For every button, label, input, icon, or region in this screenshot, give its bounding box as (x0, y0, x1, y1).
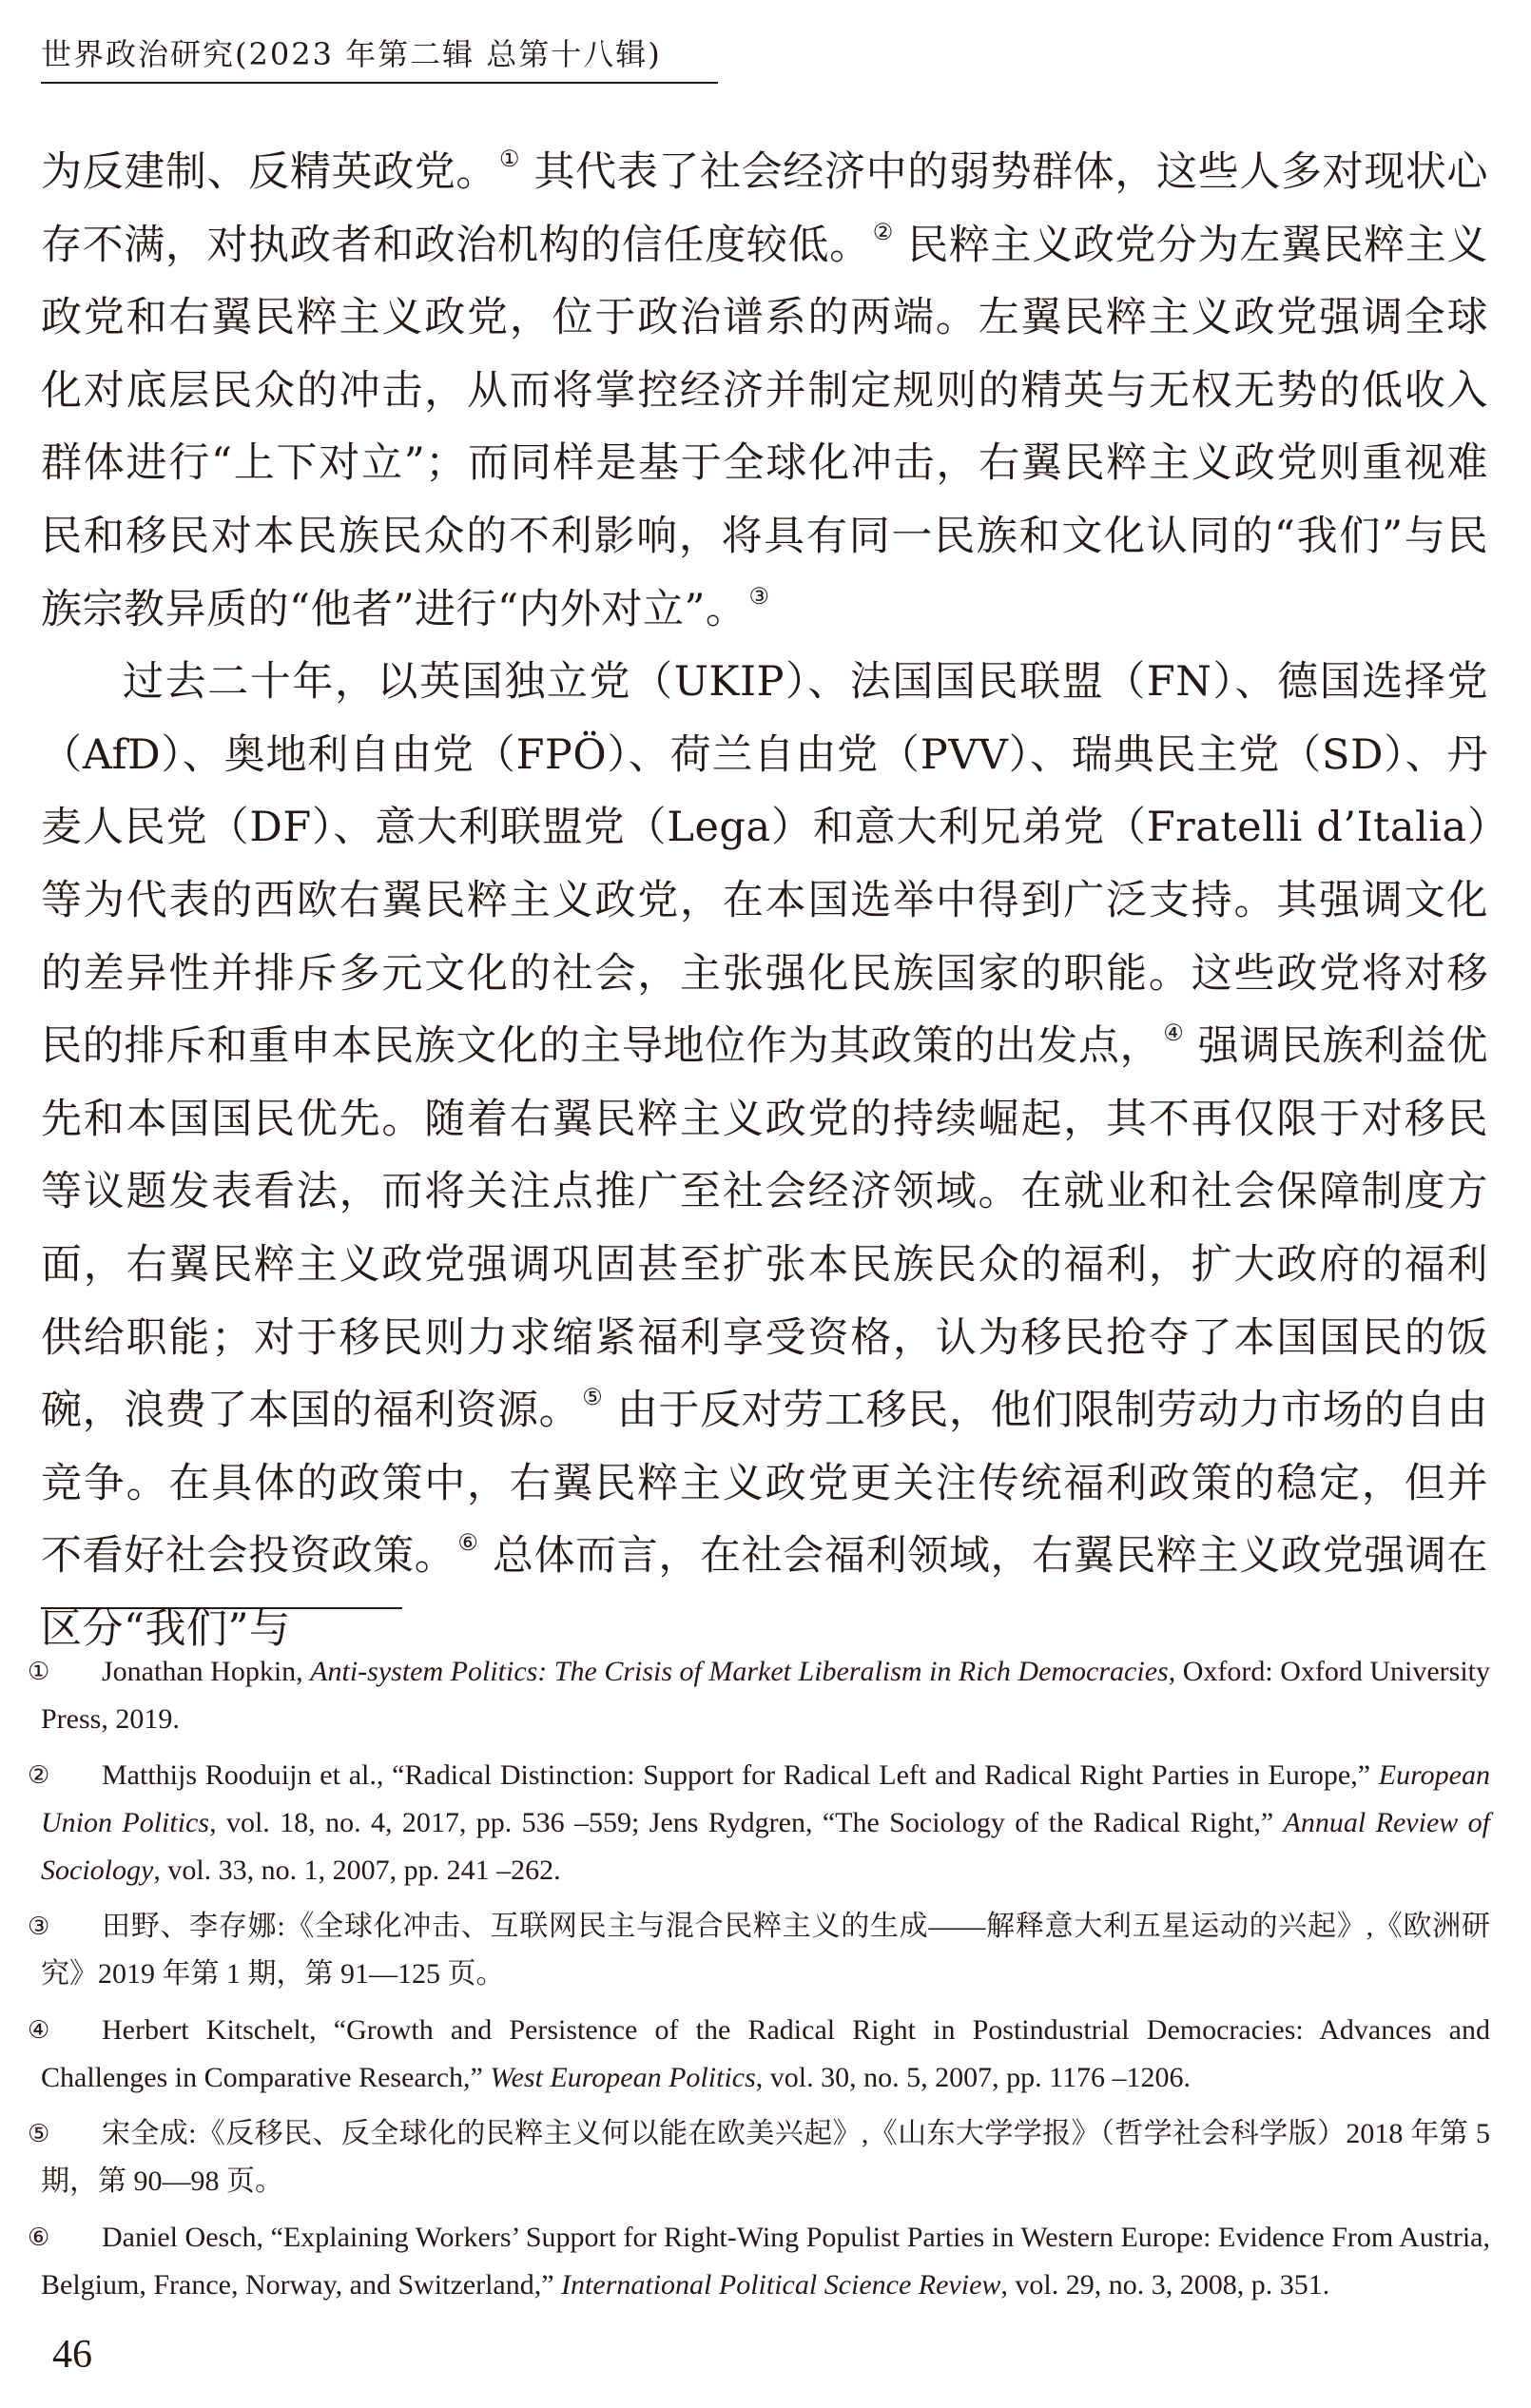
footnote-1-mark: ① (28, 1658, 50, 1686)
footnote-1-book-title: Anti-system Politics: The Crisis of Market Liberalism in Rich Democracies (310, 1656, 1169, 1687)
footnote-ref-1[interactable]: ① (499, 146, 521, 172)
footnote-4-mark: ④ (28, 2016, 50, 2045)
footnote-5 (28, 2110, 1490, 2205)
footnotes (28, 1648, 1491, 2318)
footnote-1-text: Jonathan Hopkin, (102, 1656, 311, 1687)
footnote-ref-3[interactable]: ③ (748, 582, 770, 610)
footnote-4-journal: West European Politics (490, 2062, 756, 2093)
paragraph-1 (41, 136, 1488, 646)
paragraph-2-text: 由于反对劳工移民，他们限制劳动力市场的自由竞争。在具体的政策中，右翼民粹主义政党更关注传统福利政策的稳定，但并不看好社会投资政策。 (41, 1387, 1489, 1581)
footnote-4-text: , vol. 30, no. 5, 2007, pp. 1176 –1206. (755, 2062, 1191, 2093)
paragraph-1-text: 为反建制、反精英政党。 (41, 148, 498, 196)
paragraph-1-text: 民粹主义政党分为左翼民粹主义政党和右翼民粹主义政党，位于政治谱系的两端。左翼民粹主义政党强调全球化对底层民众的冲击，从而将掌控经济并制定规则的精英与无权无势的低收入群体进行“上下对立”；而同样是基于全球化冲击，右翼民粹主义政党则重视难民和移民对本民族民众的不利影响，将具有同一民族和文化认同的“我们”与民族宗教异质的“他者”进行“内外对立”。 (41, 221, 1488, 633)
running-header: 世界政治研究(2023 年第二辑 总第十八辑) (41, 36, 662, 72)
paragraph-2-text: 过去二十年，以英国独立党（UKIP）、法国国民联盟（FN）、德国选择党（AfD）、奥地利自由党（FPÖ）、荷兰自由党（PVV）、瑞典民主党（SD）、丹麦人民党（DF）、意大利联盟党（Lega）和意大利兄弟党（Fratelli d’Italia）等为代表的西欧右翼民粹主义政党，在本国选举中得到广泛支持。其强调文化的差异性并排斥多元文化的社会，主张强化民族国家的职能。这些政党将对移民的排斥和重申本民族文化的主导地位作为其政策的出发点， (41, 658, 1488, 1071)
header-rule (41, 82, 718, 84)
page-number: 46 (52, 2333, 92, 2377)
footnote-3 (28, 1903, 1490, 1998)
footnote-2-text: , vol. 33, no. 1, 2007, pp. 241 –262. (153, 1855, 561, 1886)
footnote-rule (41, 1607, 402, 1609)
paragraph-2-text: 总体而言，在社会福利领域，右翼民粹主义政党强调在区分“我们”与 (41, 1532, 1488, 1653)
footnote-2-mark: ② (28, 1761, 50, 1790)
paragraph-2-text: 强调民族利益优先和本国国民优先。随着右翼民粹主义政党的持续崛起，其不再仅限于对移民等议题发表看法，而将关注点推广至社会经济领域。在就业和社会保障制度方面，右翼民粹主义政党强调巩固甚至扩张本民族民众的福利，扩大政府的福利供给职能；对于移民则力求缩紧福利享受资格，认为移民抢夺了本国国民的饭碗，浪费了本国的福利资源。 (41, 1022, 1489, 1435)
footnote-2-journal: Annual Review of Sociology (41, 1807, 1490, 1886)
footnote-6-text: , vol. 29, no. 3, 2008, p. 351. (1000, 2269, 1330, 2301)
footnote-ref-2[interactable]: ② (872, 218, 894, 245)
footnote-5-mark: ⑤ (28, 2120, 50, 2148)
footnote-4 (28, 2007, 1490, 2102)
footnote-3-text: 田野、李存娜:《全球化冲击、互联网民主与混合民粹主义的生成——解释意大利五星运动的兴起》,《欧洲研究》2019 年第 1 期，第 91—125 页。 (41, 1911, 1490, 1990)
body-text (41, 136, 1488, 1665)
footnote-2-text: Matthijs Rooduijn et al., “Radical Distinction: Support for Radical Left and Radical Right Parties in Europe,” (102, 1759, 1379, 1791)
footnote-6-text: Daniel Oesch, “Explaining Workers’ Support for Right-Wing Populist Parties in Western Europe: Evidence From Austria, Belgium, France, Norway, and Switzerland,” (41, 2222, 1490, 2301)
paragraph-2 (41, 646, 1488, 1665)
footnote-6-journal: International Political Science Review (561, 2269, 1001, 2301)
footnote-6-mark: ⑥ (28, 2224, 50, 2252)
footnote-2-text: , vol. 18, no. 4, 2017, pp. 536 –559; Jens Rydgren, “The Sociology of the Radical Right,” (209, 1807, 1284, 1838)
footnote-1-text: , Oxford: Oxford University Press, 2019. (41, 1656, 1491, 1735)
footnote-ref-4[interactable]: ④ (1163, 1020, 1185, 1047)
footnote-3-mark: ③ (28, 1913, 50, 1941)
footnote-4-text: Herbert Kitschelt, “Growth and Persistence of the Radical Right in Postindustrial Democracies: Advances and Challenges in Comparative Research,” (41, 2014, 1490, 2093)
footnote-ref-6[interactable]: ⑥ (457, 1529, 479, 1557)
footnote-2-journal: European Union Politics (41, 1759, 1490, 1838)
footnote-1 (28, 1648, 1491, 1743)
footnote-6 (28, 2214, 1490, 2309)
footnote-ref-5[interactable]: ⑤ (582, 1384, 604, 1411)
footnote-5-text: 宋全成:《反移民、反全球化的民粹主义何以能在欧美兴起》,《山东大学学报》（哲学社会科学版）2018 年第 5 期，第 90—98 页。 (41, 2118, 1490, 2197)
footnote-2 (28, 1752, 1490, 1894)
paragraph-1-text: 其代表了社会经济中的弱势群体，这些人多对现状心存不满，对执政者和政治机构的信任度较低。 (41, 148, 1489, 269)
